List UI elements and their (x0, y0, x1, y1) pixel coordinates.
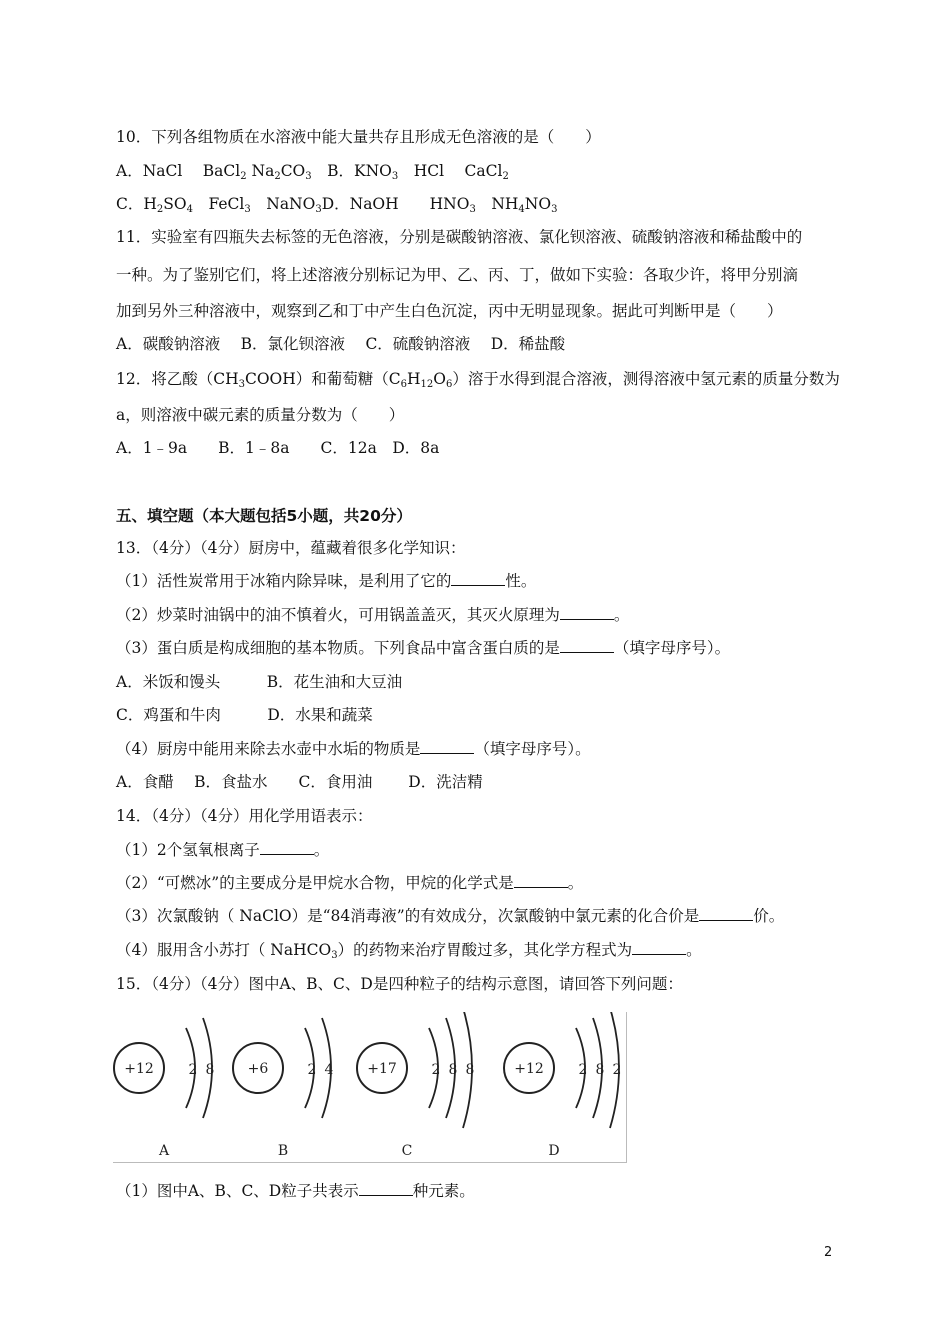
q13-part4: （4）厨房中能用来除去水壶中水垢的物质是 （填字母序号）。 (116, 740, 591, 758)
q13-part1: （1）活性炭常用于冰箱内除异味，是利用了它的 性。 (116, 572, 537, 590)
nucleus-charge: +17 (367, 1061, 397, 1077)
particle-label: D (548, 1143, 560, 1159)
section-title: 五、填空题（本大题包括5小题，共20分） (116, 507, 412, 525)
nucleus-charge: +6 (247, 1061, 269, 1077)
subscript: 3 (391, 171, 399, 182)
q13-part3: （3）蛋白质是构成细胞的基本物质。下列食品中富含蛋白质的是 （填字母序号）。 (116, 639, 731, 657)
shell-electron-count: 2 (307, 1062, 317, 1078)
q15-part1: （1）图中A、B、C、D粒子共表示 种元素。 (116, 1182, 475, 1200)
q13-part3-options-cd: C．鸡蛋和牛肉 D．水果和蔬菜 (116, 706, 373, 724)
q11-options: A．碳酸钠溶液 B．氯化钡溶液 C．硫酸钠溶液 D．稀盐酸 (116, 335, 566, 353)
subscript: 4 (186, 204, 193, 215)
nucleus-charge: +12 (124, 1061, 154, 1077)
shell-electron-count: 2 (188, 1062, 198, 1078)
subscript: 3 (305, 171, 312, 182)
answer-blank[interactable] (560, 605, 614, 620)
answer-blank[interactable] (260, 840, 314, 855)
q13-part3-options-ab: A．米饭和馒头 B．花生油和大豆油 (116, 673, 403, 691)
q11-stem-line2: 一种。为了鉴别它们，将上述溶液分别标记为甲、乙、丙、丁，做如下实验：各取少许，将甲分别滴 (116, 266, 799, 284)
subscript: 2 (274, 171, 281, 182)
subscript: 6 (400, 379, 408, 390)
q10-options-ab: A．NaCl BaCl$_2$ $Na_2CO_3$ B．$KNO_3$ HCl CaCl$_2$ (116, 162, 509, 182)
shell-electron-count: 8 (595, 1062, 605, 1078)
q10-options-cd: C．$H_2SO_4$ FeCl$_3$ NaNO$_3$D．NaOH $HNO_3$ $NH_4NO_3$ (116, 195, 558, 215)
q13-part4-options: A．食醋 B．食盐水 C．食用油 D．洗洁精 (116, 773, 483, 791)
answer-blank[interactable] (699, 906, 753, 921)
subscript: 3 (238, 379, 245, 390)
answer-blank[interactable] (560, 638, 614, 653)
shell-electron-count: 8 (448, 1062, 458, 1078)
q14-part1: （1）2个氢氧根离子 。 (116, 841, 330, 859)
answer-blank[interactable] (420, 739, 474, 754)
q13-part2: （2）炒菜时油锅中的油不慎着火，可用锅盖盖灭，其灭火原理为 。 (116, 606, 630, 624)
shell-electron-count: 2 (612, 1062, 622, 1078)
figure-border (113, 1012, 627, 1163)
q14-part2: （2）“可燃冰”的主要成分是甲烷水合物，甲烷的化学式是 。 (116, 874, 584, 892)
subscript: 12 (420, 379, 434, 390)
subscript: 3 (315, 204, 322, 215)
shell-electron-count: 8 (205, 1062, 215, 1078)
particle-structure-figure (113, 1012, 628, 1164)
answer-blank[interactable] (451, 571, 505, 586)
answer-blank[interactable] (359, 1181, 413, 1196)
particle-label: B (277, 1143, 289, 1159)
subscript: 4 (518, 204, 525, 215)
subscript: 2 (240, 171, 247, 182)
shell-electron-count: 2 (578, 1062, 588, 1078)
subscript: 6 (446, 379, 453, 390)
q12-stem-line1: 12．将乙酸$(CH_3COOH)$和葡萄糖$(C_6H_{12}O_6)$溶于水得到混合溶液，测得溶液中氢元素的质量分数为 (116, 370, 840, 390)
subscript: 3 (469, 204, 476, 215)
subscript: 2 (502, 171, 509, 182)
q12-options: A．1﹣9a B．1﹣8a C．12a D．8a (116, 439, 440, 457)
q13-stem: 13．（4分）（4分）厨房中，蕴藏着很多化学知识： (116, 539, 466, 557)
q12-stem-line2: a，则溶液中碳元素的质量分数为（ ） (116, 406, 405, 424)
q15-stem: 15．（4分）（4分）图中A、B、C、D是四种粒子的结构示意图，请回答下列问题： (116, 975, 683, 993)
particle-label: C (401, 1143, 413, 1159)
shell-electron-count: 8 (465, 1062, 475, 1078)
page-number: 2 (824, 1245, 833, 1260)
shell-electron-count: 2 (431, 1062, 441, 1078)
subscript: 3 (244, 204, 251, 215)
q11-stem-line3: 加到另外三种溶液中，观察到乙和丁中产生白色沉淀，丙中无明显现象。据此可判断甲是（ ） (116, 302, 783, 320)
q10-stem: 10．下列各组物质在水溶液中能大量共存且形成无色溶液的是（ ） (116, 128, 601, 146)
shell-electron-count: 4 (324, 1062, 334, 1078)
q14-part3: （3）次氯酸钠（ NaClO）是“84消毒液”的有效成分，次氯酸钠中氯元素的化合价是 价。 (116, 907, 785, 925)
subscript: 2 (156, 204, 164, 215)
q14-part4: （4）服用含小苏打（ NaHCO$_3$）的药物来治疗胃酸过多，其化学方程式为 。 (116, 941, 702, 961)
subscript: 3 (551, 204, 558, 215)
nucleus-charge: +12 (514, 1061, 544, 1077)
answer-blank[interactable] (632, 940, 686, 955)
q14-stem: 14．（4分）（4分）用化学用语表示： (116, 807, 373, 825)
subscript: 3 (331, 950, 338, 961)
particle-label: A (158, 1143, 170, 1159)
q11-stem-line1: 11．实验室有四瓶失去标签的无色溶液，分别是碳酸钠溶液、氯化钡溶液、硫酸钠溶液和稀盐酸中的 (116, 228, 803, 246)
answer-blank[interactable] (514, 873, 568, 888)
